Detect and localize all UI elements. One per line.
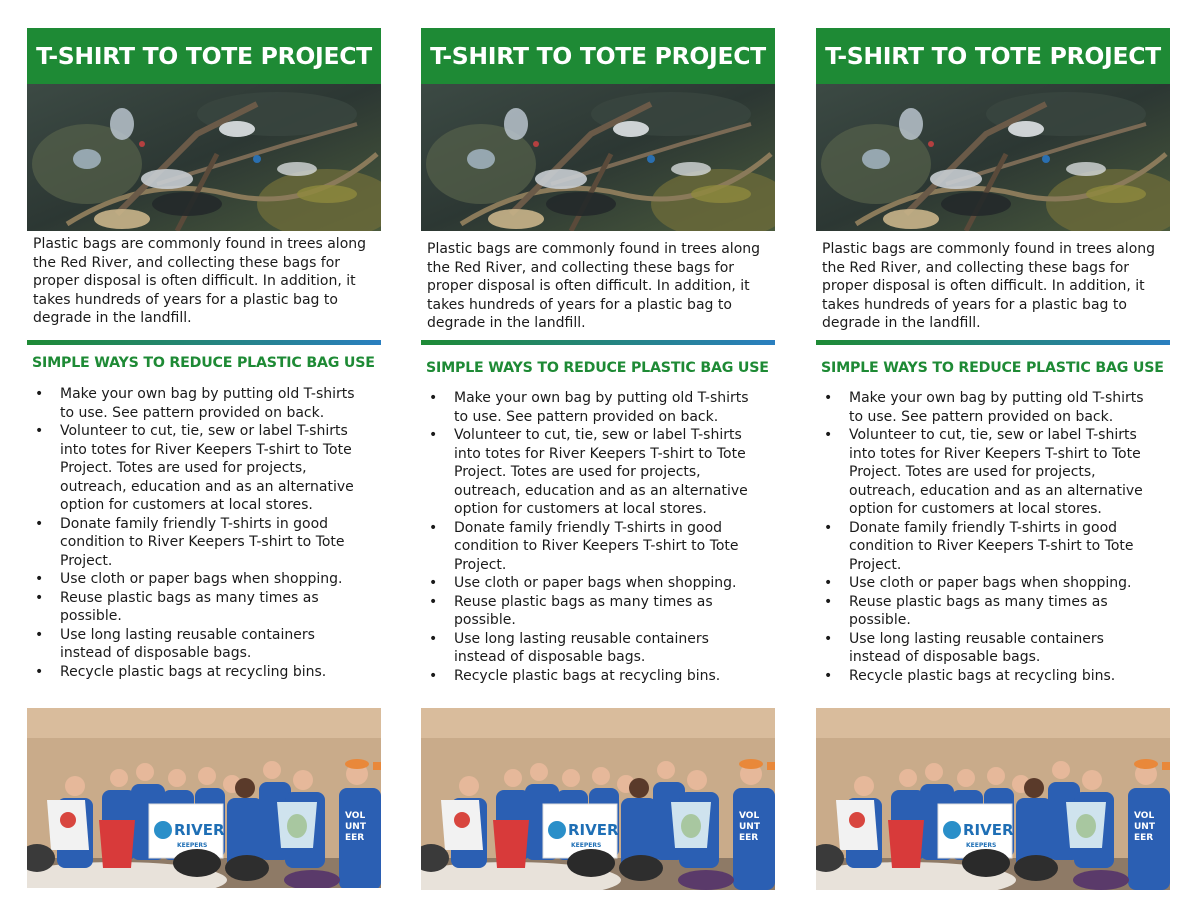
- tip-line: Use cloth or paper bags when shopping.: [849, 575, 1132, 591]
- tip-item: [421, 426, 775, 519]
- bullet-icon: •: [429, 519, 438, 536]
- tip-item: [816, 426, 1170, 519]
- tip-line: instead of disposable bags.: [60, 645, 252, 661]
- intro-line: degrade in the landfill.: [427, 315, 586, 331]
- tips-list: [421, 389, 775, 685]
- section-heading: SIMPLE WAYS TO REDUCE PLASTIC BAG USE: [426, 360, 769, 376]
- tip-item: [421, 519, 775, 575]
- tip-item: [816, 519, 1170, 575]
- tip-line: condition to River Keepers T-shirt to Tote: [454, 538, 739, 554]
- shirt-text-2: UNT: [739, 822, 760, 832]
- intro-line: takes hundreds of years for a plastic bag to: [427, 296, 732, 313]
- tip-line: Reuse plastic bags as many times as: [60, 589, 319, 606]
- bullet-icon: •: [429, 390, 438, 406]
- flyer-panel: [27, 28, 381, 890]
- divider-bar: [816, 340, 1170, 345]
- tip-item: [27, 515, 381, 571]
- bullet-icon: •: [429, 593, 438, 610]
- flyer-panel: [816, 28, 1170, 890]
- tip-line: Project.: [60, 552, 113, 569]
- intro-line: proper disposal is often difficult. In addition, it: [427, 278, 750, 294]
- shirt-text-2: UNT: [345, 822, 366, 832]
- tip-item: [816, 574, 1170, 593]
- intro-line: degrade in the landfill.: [33, 310, 192, 326]
- bullet-icon: •: [35, 423, 44, 439]
- tip-line: Project. Totes are used for projects,: [454, 464, 701, 480]
- tip-line: possible.: [60, 608, 122, 624]
- bullet-icon: •: [824, 427, 833, 443]
- tips-list: [27, 385, 381, 681]
- intro-line: the Red River, and collecting these bags for: [427, 259, 735, 276]
- tip-item: [816, 667, 1170, 686]
- bullet-icon: •: [35, 386, 44, 402]
- tip-line: instead of disposable bags.: [454, 649, 646, 665]
- sign-text: RIVER: [568, 821, 619, 839]
- intro-paragraph: [427, 240, 775, 333]
- bullet-icon: •: [429, 630, 438, 647]
- bullet-icon: •: [824, 630, 833, 647]
- intro-paragraph: [33, 235, 381, 328]
- tip-item: [27, 663, 381, 682]
- shirt-text-2: UNT: [1134, 822, 1155, 832]
- panel-title: T-SHIRT TO TOTE PROJECT: [27, 28, 381, 84]
- tip-line: Donate family friendly T-shirts in good: [60, 515, 329, 532]
- bullet-icon: •: [35, 571, 44, 587]
- tip-line: Project.: [849, 556, 902, 573]
- tip-line: option for customers at local stores.: [849, 501, 1102, 517]
- tip-line: Make your own bag by putting old T-shirts: [60, 386, 355, 402]
- panel-title: T-SHIRT TO TOTE PROJECT: [816, 28, 1170, 84]
- bullet-icon: •: [429, 667, 438, 684]
- panel-title: T-SHIRT TO TOTE PROJECT: [421, 28, 775, 84]
- tip-line: option for customers at local stores.: [454, 501, 707, 517]
- tip-line: possible.: [454, 612, 516, 628]
- tip-item: [421, 389, 775, 426]
- intro-line: proper disposal is often difficult. In addition, it: [33, 273, 356, 289]
- tip-line: Volunteer to cut, tie, sew or label T-shirts: [454, 427, 742, 443]
- shirt-text-3: EER: [345, 833, 365, 843]
- tip-line: Use long lasting reusable containers: [454, 630, 709, 647]
- river-trash-photo: [421, 84, 775, 231]
- shirt-text-1: VOL: [739, 811, 760, 821]
- tip-line: outreach, education and as an alternative: [849, 482, 1143, 499]
- river-trash-photo: [27, 84, 381, 231]
- intro-paragraph: [822, 240, 1170, 333]
- intro-line: degrade in the landfill.: [822, 315, 981, 331]
- tip-line: to use. See pattern provided on back.: [454, 408, 719, 425]
- tip-line: Use cloth or paper bags when shopping.: [60, 571, 343, 587]
- tip-item: [421, 667, 775, 686]
- bullet-icon: •: [824, 519, 833, 536]
- tip-line: into totes for River Keepers T-shirt to Tote: [454, 445, 746, 462]
- flyer-panel: [421, 28, 775, 890]
- tip-line: into totes for River Keepers T-shirt to Tote: [849, 445, 1141, 462]
- intro-line: the Red River, and collecting these bags for: [33, 254, 341, 271]
- tip-item: [27, 570, 381, 589]
- tips-list: [816, 389, 1170, 685]
- tip-line: to use. See pattern provided on back.: [849, 408, 1114, 425]
- tip-line: to use. See pattern provided on back.: [60, 404, 325, 421]
- sign-text: RIVER: [963, 821, 1014, 839]
- sign-subtext: KEEPERS: [571, 842, 602, 849]
- tip-line: Use long lasting reusable containers: [849, 630, 1104, 647]
- tip-item: [27, 626, 381, 663]
- sign-subtext: KEEPERS: [966, 842, 997, 849]
- sign-text: RIVER: [174, 821, 225, 839]
- tip-line: Recycle plastic bags at recycling bins.: [60, 663, 327, 680]
- bullet-icon: •: [824, 667, 833, 684]
- tip-line: Reuse plastic bags as many times as: [849, 593, 1108, 610]
- tip-item: [27, 385, 381, 422]
- shirt-text-1: VOL: [345, 811, 366, 821]
- tip-line: outreach, education and as an alternative: [454, 482, 748, 499]
- intro-line: Plastic bags are commonly found in trees along: [822, 241, 1156, 257]
- tip-item: [421, 574, 775, 593]
- river-trash-photo: [816, 84, 1170, 231]
- tip-line: instead of disposable bags.: [849, 649, 1041, 665]
- tip-line: option for customers at local stores.: [60, 497, 313, 513]
- intro-line: proper disposal is often difficult. In addition, it: [822, 278, 1145, 294]
- tip-line: condition to River Keepers T-shirt to Tote: [849, 538, 1134, 554]
- tip-item: [816, 593, 1170, 630]
- tip-line: outreach, education and as an alternative: [60, 478, 354, 495]
- tip-item: [27, 589, 381, 626]
- bullet-icon: •: [35, 589, 44, 606]
- volunteer-group-photo: [816, 708, 1170, 894]
- bullet-icon: •: [429, 427, 438, 443]
- tip-line: into totes for River Keepers T-shirt to Tote: [60, 441, 352, 458]
- tip-item: [816, 389, 1170, 426]
- bullet-icon: •: [824, 575, 833, 591]
- tip-line: condition to River Keepers T-shirt to Tote: [60, 534, 345, 550]
- sign-subtext: KEEPERS: [177, 842, 208, 849]
- volunteer-group-photo: [421, 708, 775, 894]
- volunteer-group-photo: [27, 708, 381, 888]
- tip-line: Project. Totes are used for projects,: [60, 460, 307, 476]
- section-heading: SIMPLE WAYS TO REDUCE PLASTIC BAG USE: [32, 355, 375, 371]
- bullet-icon: •: [429, 575, 438, 591]
- tip-line: Project.: [454, 556, 507, 573]
- tip-line: Use long lasting reusable containers: [60, 626, 315, 643]
- tip-item: [421, 630, 775, 667]
- tip-line: Volunteer to cut, tie, sew or label T-shirts: [60, 423, 348, 439]
- tip-line: Use cloth or paper bags when shopping.: [454, 575, 737, 591]
- tip-line: possible.: [849, 612, 911, 628]
- intro-line: takes hundreds of years for a plastic bag to: [822, 296, 1127, 313]
- bullet-icon: •: [824, 390, 833, 406]
- divider-bar: [27, 340, 381, 345]
- tip-line: Reuse plastic bags as many times as: [454, 593, 713, 610]
- divider-bar: [421, 340, 775, 345]
- shirt-text-3: EER: [739, 833, 759, 843]
- tip-line: Make your own bag by putting old T-shirts: [454, 390, 749, 406]
- tip-item: [27, 422, 381, 515]
- shirt-text-3: EER: [1134, 833, 1154, 843]
- tip-line: Recycle plastic bags at recycling bins.: [849, 667, 1116, 684]
- tip-line: Recycle plastic bags at recycling bins.: [454, 667, 721, 684]
- intro-line: takes hundreds of years for a plastic bag to: [33, 291, 338, 308]
- tip-line: Donate family friendly T-shirts in good: [454, 519, 723, 536]
- bullet-icon: •: [824, 593, 833, 610]
- section-heading: SIMPLE WAYS TO REDUCE PLASTIC BAG USE: [821, 360, 1164, 376]
- intro-line: Plastic bags are commonly found in trees along: [427, 241, 761, 257]
- tip-line: Donate family friendly T-shirts in good: [849, 519, 1118, 536]
- tip-item: [816, 630, 1170, 667]
- bullet-icon: •: [35, 626, 44, 643]
- tip-line: Volunteer to cut, tie, sew or label T-shirts: [849, 427, 1137, 443]
- tip-item: [421, 593, 775, 630]
- shirt-text-1: VOL: [1134, 811, 1155, 821]
- intro-line: the Red River, and collecting these bags for: [822, 259, 1130, 276]
- intro-line: Plastic bags are commonly found in trees along: [33, 236, 367, 252]
- tip-line: Project. Totes are used for projects,: [849, 464, 1096, 480]
- bullet-icon: •: [35, 663, 44, 680]
- tip-line: Make your own bag by putting old T-shirts: [849, 390, 1144, 406]
- bullet-icon: •: [35, 515, 44, 532]
